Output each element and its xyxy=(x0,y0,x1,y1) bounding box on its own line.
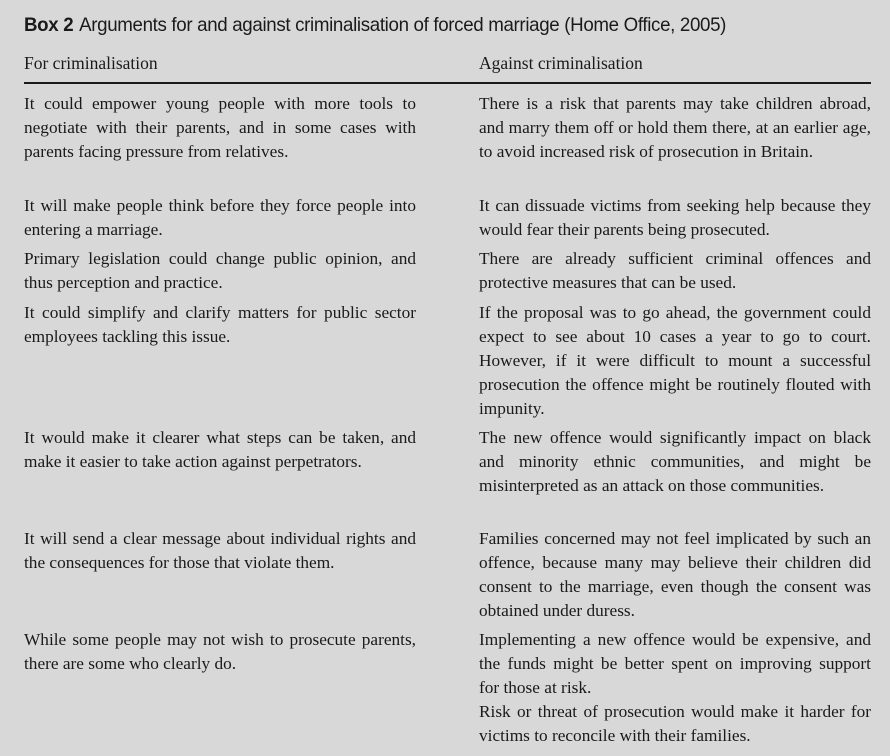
against-item: Implementing a new offence would be expensive, and the funds might be better spent on improving support for those at risk. xyxy=(479,630,871,697)
against-item: Families concerned may not feel implicated by such an offence, because many may believe their children did consent to the marriage, even though the consent was obtained under duress. xyxy=(479,529,871,620)
for-item: It will send a clear message about individual rights and the consequences for those that violate them. xyxy=(24,529,416,572)
against-item: Risk or threat of prosecution would make it harder for victims to reconcile with their families. xyxy=(479,702,871,745)
box-title-text: Arguments for and against criminalisation of forced marriage (Home Office, 2005) xyxy=(79,14,727,36)
for-item: It will make people think before they force people into entering a marriage. xyxy=(24,196,416,239)
box-title xyxy=(24,14,726,37)
column-header-against: Against criminalisation xyxy=(479,53,643,73)
for-item: Primary legislation could change public opinion, and thus perception and practice. xyxy=(24,249,416,292)
header-rule xyxy=(24,82,871,84)
for-item: It could simplify and clarify matters for public sector employees tackling this issue. xyxy=(24,303,416,346)
against-item: The new offence would significantly impact on black and minority ethnic communities, and might be misinterpreted as an attack on those communities. xyxy=(479,428,871,495)
for-item: While some people may not wish to prosecute parents, there are some who clearly do. xyxy=(24,630,416,673)
against-item: There is a risk that parents may take children abroad, and marry them off or hold them there, at an earlier age, to avoid increased risk of prosecution in Britain. xyxy=(479,94,871,161)
against-item: If the proposal was to go ahead, the government could expect to see about 10 cases a year to go to court. However, if it were difficult to mount a successful prosecution the offence might be routinely flouted with impunity. xyxy=(479,303,871,418)
for-item: It could empower young people with more tools to negotiate with their parents, and in some cases with parents facing pressure from relatives. xyxy=(24,94,416,161)
for-item: It would make it clearer what steps can be taken, and make it easier to take action against perpetrators. xyxy=(24,428,416,471)
box-label: Box 2 xyxy=(24,14,74,36)
against-item: There are already sufficient criminal offences and protective measures that can be used. xyxy=(479,249,871,292)
against-item: It can dissuade victims from seeking help because they would fear their parents being prosecuted. xyxy=(479,196,871,239)
column-header-for: For criminalisation xyxy=(24,53,158,73)
